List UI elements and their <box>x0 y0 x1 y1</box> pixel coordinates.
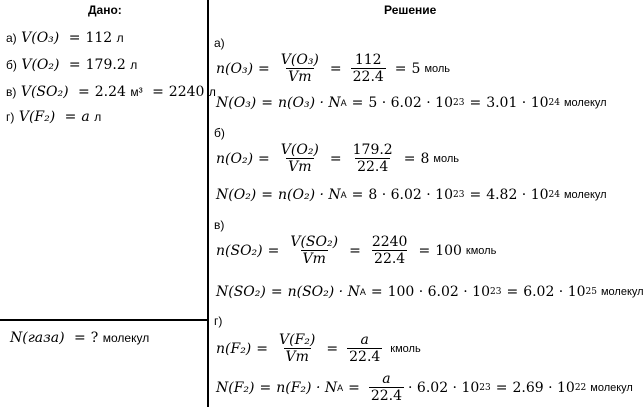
given-value: 2.24 <box>94 84 126 100</box>
find-unit: молекул <box>102 331 150 345</box>
eq-result: 3.01 · 10 <box>486 95 549 111</box>
frac-den-val: 22.4 <box>349 349 381 365</box>
eq-exp: 23 <box>453 190 465 200</box>
solution-title: Решение <box>384 3 437 17</box>
eq-mid: n(SO₂) · N <box>287 284 360 300</box>
eq-mid: n(F₂) · N <box>276 379 338 396</box>
eq-lhs: N(F₂) <box>216 379 255 396</box>
frac-num: V(F₂) <box>279 332 316 348</box>
given-label: б) <box>6 58 17 72</box>
frac-den: 22.4 <box>370 388 403 404</box>
find-value: ? <box>90 330 99 346</box>
eq-exp: 24 <box>548 190 560 200</box>
frac-num-val: 112 <box>354 52 382 68</box>
eq-calc: 8 · 6.02 · 10 <box>368 187 453 203</box>
eq-result: 100 <box>435 242 462 259</box>
n-equation-b: n(O₂) = $\frac{\text{V(O₂)}}{Vm}$ = $\frac{179.2}{22.4}$ = 8 моль <box>216 142 459 175</box>
eq-unit: кмоль <box>390 342 421 355</box>
eq-lhs: n(O₂) <box>216 150 254 167</box>
eq-exp: 25 <box>585 287 597 297</box>
eq-result: 5 <box>411 60 421 77</box>
eq-lhs: N(SO₂) <box>216 284 266 300</box>
frac-den: Vm <box>288 69 312 85</box>
eq-exp: 22 <box>574 382 587 393</box>
given-unit: л <box>94 110 102 124</box>
eq-unit: моль <box>433 152 459 165</box>
frac-den: Vm <box>302 251 326 267</box>
eq-unit: молекул <box>563 189 607 201</box>
eq-unit: моль <box>424 62 451 75</box>
N-equation-c: N(SO₂) = n(SO₂) · N A = 100 · 6.02 · 10 23 = 6.02 · 10 25 молекул <box>216 284 644 300</box>
find-expr: N(газа) <box>10 330 65 346</box>
eq-mid: n(O₃) · N <box>278 95 341 111</box>
frac-den-val: 22.4 <box>352 69 384 85</box>
given-value: a <box>81 109 90 125</box>
given-expr: V(O₃) <box>21 30 60 46</box>
eq-unit: кмоль <box>465 244 497 257</box>
eq-calc: · 6.02 · 10 <box>408 379 480 396</box>
eq-lhs: N(O₂) <box>216 187 257 203</box>
given-unit: л <box>130 58 138 72</box>
vertical-divider <box>207 0 209 407</box>
given-unit: л <box>116 31 124 45</box>
eq-unit: молекул <box>590 381 633 394</box>
horizontal-divider <box>0 319 208 321</box>
eq-result: 6.02 · 10 <box>523 284 586 300</box>
given-label: в) <box>6 85 17 99</box>
given-expr: V(F₂) <box>18 109 56 125</box>
eq-result: 4.82 · 10 <box>486 187 549 203</box>
section-label-c: в) <box>214 218 225 232</box>
given-item-c: в) V(SO₂) = 2.24 м³ = 2240 л <box>6 84 216 100</box>
eq-lhs: n(O₃) <box>216 60 254 77</box>
frac-num: V(O₂) <box>280 142 319 158</box>
eq-mid: n(O₂) · N <box>278 187 341 203</box>
section-label-b: б) <box>214 126 225 140</box>
find-line: N(газа) = ? молекул <box>10 330 150 346</box>
N-equation-d: N(F₂) = n(F₂) · N A = $\frac{a}{22.4}$ · 6.02 · 10 23 = 2.69 · 10 22 молекул <box>216 371 633 404</box>
frac-num-val: 2240 <box>371 234 408 250</box>
given-label: а) <box>6 31 17 45</box>
eq-exp: 23 <box>490 287 502 297</box>
n-equation-a: n(O₃) = $\frac{\text{V(O₃)}}{Vm}$ = $\frac{112}{22.4}$ = 5 моль <box>216 52 451 85</box>
given-item-d: г) V(F₂) = a л <box>6 109 102 125</box>
given-item-b: б) V(O₂) = 179.2 л <box>6 57 138 73</box>
eq-exp: 23 <box>479 382 491 393</box>
eq-unit: молекул <box>600 286 644 298</box>
frac-num-val: a <box>360 332 369 348</box>
given-item-a: а) V(O₃) = 112 л <box>6 30 124 46</box>
given-value: 112 <box>85 30 113 46</box>
eq-result: 2.69 · 10 <box>512 379 575 396</box>
eq-unit: молекул <box>563 97 607 109</box>
frac-num: V(SO₂) <box>290 234 339 250</box>
frac-den: Vm <box>288 159 312 175</box>
section-label-a: а) <box>214 36 225 50</box>
eq-exp: 24 <box>548 98 560 108</box>
n-equation-d: n(F₂) = $\frac{\text{V(F₂)}}{Vm}$ = $\frac{a}{22.4}$ кмоль <box>216 332 421 365</box>
frac-num-val: 179.2 <box>352 142 393 158</box>
eq-lhs: n(F₂) <box>216 340 252 357</box>
given-label: г) <box>6 110 15 124</box>
given-value: 179.2 <box>85 57 126 73</box>
given-expr: V(SO₂) <box>20 84 69 100</box>
N-equation-a: N(O₃) = n(O₃) · N A = 5 · 6.02 · 10 23 = 3.01 · 10 24 молекул <box>216 95 607 111</box>
N-equation-b: N(O₂) = n(O₂) · N A = 8 · 6.02 · 10 23 = 4.82 · 10 24 молекул <box>216 187 607 203</box>
given-unit: м³ <box>130 85 143 99</box>
given-title: Дано: <box>88 3 122 17</box>
frac-den-val: 22.4 <box>374 251 406 267</box>
frac-num: V(O₃) <box>280 52 319 68</box>
section-label-d: г) <box>214 314 223 328</box>
eq-lhs: n(SO₂) <box>216 242 263 259</box>
given-value-2: 2240 <box>168 84 205 100</box>
frac-den: Vm <box>285 349 309 365</box>
frac-den-val: 22.4 <box>357 159 389 175</box>
eq-calc: 100 · 6.02 · 10 <box>387 284 490 300</box>
eq-result: 8 <box>420 150 430 167</box>
eq-lhs: N(O₃) <box>216 95 257 111</box>
frac-num: a <box>382 371 391 387</box>
n-equation-c: n(SO₂) = $\frac{\text{V(SO₂)}}{Vm}$ = $\frac{2240}{22.4}$ = 100 кмоль <box>216 234 497 267</box>
eq-exp: 23 <box>453 98 465 108</box>
given-expr: V(O₂) <box>21 57 60 73</box>
eq-calc: 5 · 6.02 · 10 <box>368 95 453 111</box>
given-unit-2: л <box>208 85 216 99</box>
